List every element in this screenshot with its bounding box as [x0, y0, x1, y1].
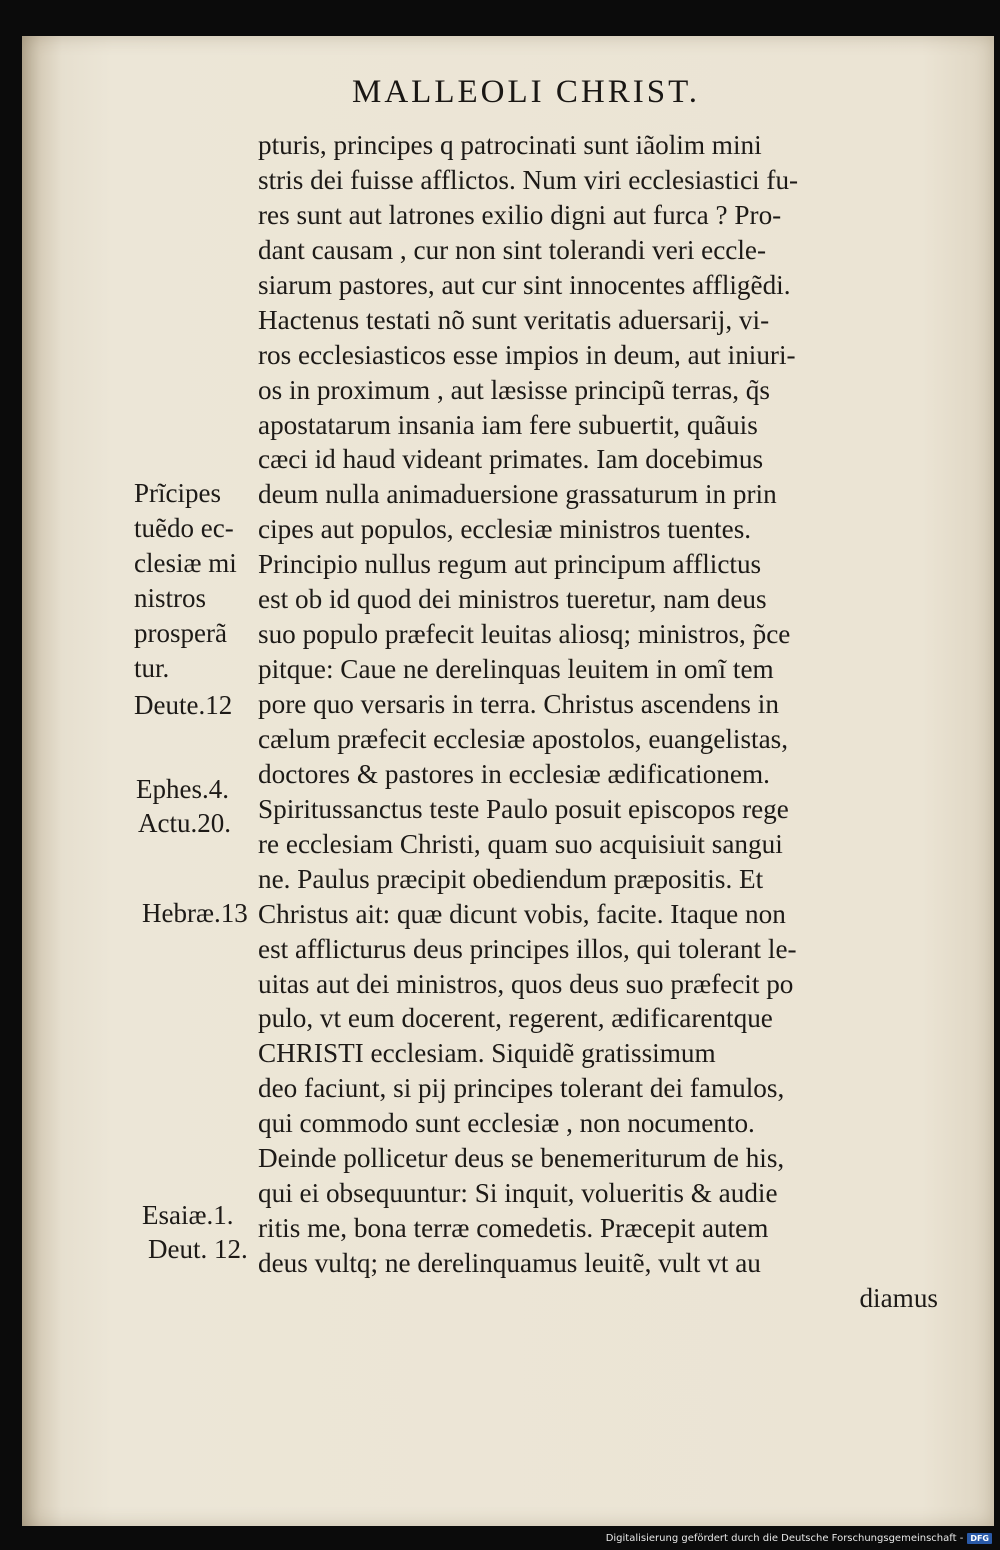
text-line: uitas aut dei ministros, quos deus suo præfecit po: [258, 968, 794, 999]
text-line: apostatarum insania iam fere subuertit, quãuis: [258, 409, 758, 440]
margin-note: Prĩcipes: [134, 478, 221, 508]
margin-note: Hebræ.13: [142, 898, 248, 928]
margin-note: clesiæ mi: [134, 548, 237, 578]
text-line: ritis me, bona terræ comedetis. Præcepit autem: [258, 1213, 769, 1244]
text-line: pitque: Caue ne derelinquas leuitem in omĩ tem: [258, 654, 774, 685]
margin-note: Deute.12: [134, 690, 233, 720]
text-line: Hactenus testati nõ sunt veritatis aduersarij, vi-: [258, 304, 770, 335]
text-line: Christus ait: quæ dicunt vobis, facite. Itaque non: [258, 898, 786, 929]
text-line: ros ecclesiasticos esse impios in deum, aut iniuri-: [258, 339, 796, 370]
main-text-block: [258, 128, 938, 1316]
text-line: os in proximum , aut læsisse principũ terras, q̃s: [258, 374, 770, 405]
margin-note: tur.: [134, 653, 170, 683]
text-line: re ecclesiam Christi, quam suo acquisiuit sangui: [258, 828, 783, 859]
text-line: doctores & pastores in ecclesiæ ædificationem.: [258, 758, 770, 789]
text-line: deum nulla animaduersione grassaturum in prin: [258, 479, 777, 510]
text-line: stris dei fuisse afflictos. Num viri ecclesiastici fu-: [258, 164, 799, 195]
digitization-credit: [606, 1533, 992, 1544]
running-header: MALLEOLI CHRIST.: [352, 74, 701, 110]
text-line: cælum præfecit ecclesiæ apostolos, euangelistas,: [258, 723, 789, 754]
margin-note: nistros: [134, 583, 207, 613]
margin-note: Esaiæ.1.: [142, 1200, 234, 1230]
text-line: cæci id haud videant primates. Iam docebimus: [258, 444, 764, 475]
margin-note: Ephes.4.: [136, 774, 229, 804]
text-line: suo populo præfecit leuitas aliosq; ministros, p̃ce: [258, 619, 791, 650]
text-line: Spiritussanctus teste Paulo posuit episcopos rege: [258, 793, 789, 824]
text-line: dant causam , cur non sint tolerandi veri eccle-: [258, 234, 767, 265]
text-line: cipes aut populos, ecclesiæ ministros tuentes.: [258, 514, 752, 545]
text-line: qui ei obsequuntur: Si inquit, volueritis & audie: [258, 1178, 778, 1209]
text-line: pulo, vt eum docerent, regerent, ædificarentque: [258, 1003, 773, 1034]
text-line: deo faciunt, si pij principes tolerant dei famulos,: [258, 1073, 785, 1104]
margin-note: Deut. 12.: [148, 1234, 248, 1264]
text-line: est ob id quod dei ministros tueretur, nam deus: [258, 584, 767, 615]
text-line: Principio nullus regum aut principum afflictus: [258, 549, 762, 580]
margin-note: tuẽdo ec-: [134, 513, 234, 543]
catchword: diamus: [859, 1282, 938, 1313]
margin-note: Actu.20.: [138, 808, 231, 838]
text-line: qui commodo sunt ecclesiæ , non nocumento.: [258, 1108, 755, 1139]
text-line: CHRISTI ecclesiam. Siquidẽ gratissimum: [258, 1038, 716, 1069]
text-line: pore quo versaris in terra. Christus ascendens in: [258, 689, 779, 719]
text-line: res sunt aut latrones exilio digni aut furca ? Pro-: [258, 199, 782, 230]
text-line: Deinde pollicetur deus se benemeriturum de his,: [258, 1143, 785, 1174]
dfg-logo-icon: DFG: [967, 1533, 992, 1544]
text-line: deus vultq; ne derelinquamus leuitẽ, vult vt au: [258, 1248, 761, 1278]
text-line: est afflicturus deus principes illos, qui tolerant le-: [258, 933, 797, 964]
text-line: siarum pastores, aut cur sint innocentes affligẽdi.: [258, 269, 791, 300]
credit-text: Digitalisierung gefördert durch die Deutsche Forschungsgemeinschaft -: [605, 1533, 964, 1544]
text-line: pturis, principes q patrocinati sunt iãolim mini: [258, 130, 762, 160]
text-line: ne. Paulus præcipit obediendum præpositis. Et: [258, 863, 764, 894]
margin-note: prosperã: [134, 618, 227, 648]
